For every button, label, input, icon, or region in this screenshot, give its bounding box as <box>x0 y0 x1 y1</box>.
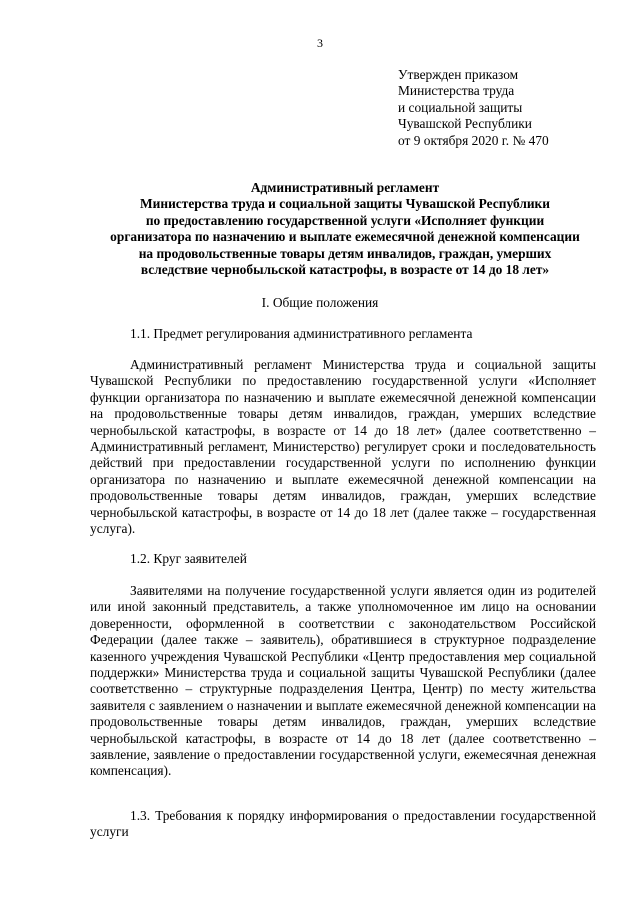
approval-stamp-block <box>398 67 618 149</box>
approval-line: Министерства труда <box>398 83 515 99</box>
document-title <box>80 180 610 278</box>
page-number: 3 <box>317 36 323 50</box>
title-line: организатора по назначению и выплате ежемесячной денежной компенсации <box>110 229 580 245</box>
title-line: по предоставлению государственной услуги «Исполняет функции <box>145 212 545 228</box>
title-line: вследствие чернобыльской катастрофы, в возрасте от 14 до 18 лет» <box>140 262 550 278</box>
paragraph-applicants: Заявителями на получение государственной услуги является один из родителей или иной законный представитель, а также уполномоченное им лицо на основании доверенности, оформленной в соответствии с законодательством Российской Федерации (далее также – заявитель), обратившиеся в структурное подразделение казенного учреждения Чувашской Республики «Центр предоставления мер социальной поддержки» Министерства труда и социальной защиты Чувашской Республики (далее соответственно – структурные подразделения Центра, Центр) по месту жительства заявителя с заявлением о назначении и выплате ежемесячной денежной компенсации на продовольственные товары детям инвалидов, граждан, умерших вследствие чернобыльской катастрофы, в возрасте от 14 до 18 лет (далее соответственно – заявление, заявление о предоставлении государственной услуги, ежемесячная денежная компенсация). <box>90 583 596 779</box>
approval-line: от 9 октября 2020 г. № 470 <box>398 132 549 148</box>
approval-line: и социальной защиты <box>398 99 523 115</box>
section-heading-general-provisions: I. Общие положения <box>261 295 379 310</box>
title-line: Министерства труда и социальной защиты Чувашской Республики <box>140 196 550 212</box>
paragraph-subject-of-regulation: Административный регламент Министерства труда и социальной защиты Чувашской Республики по предоставлению государственной услуги «Исполняет функции организатора по назначению и выплате ежемесячной денежной компенсации на продовольственные товары детям инвалидов, граждан, умерших вследствие чернобыльской катастрофы, в возрасте от 14 до 18 лет» (далее соответственно – Административный регламент, Министерство) регулирует сроки и последовательность действий при предоставлении государственной услуги по исполнению функции организатора по назначению и выплате ежемесячной денежной компенсации на продовольственные товары детям инвалидов, граждан, умерших вследствие чернобыльской катастрофы, в возрасте от 14 до 18 лет (далее также – государственная услуга). <box>90 357 596 537</box>
approval-line: Чувашской Республики <box>398 116 532 132</box>
subsection-heading-1-2: 1.2. Круг заявителей <box>130 551 247 566</box>
title-line: на продовольственные товары детям инвалидов, граждан, умерших <box>138 245 552 261</box>
subsection-heading-1-1: 1.1. Предмет регулирования административного регламента <box>130 326 473 341</box>
subsection-heading-1-3: 1.3. Требования к порядку информирования о предоставлении государственной услуги <box>90 808 596 840</box>
approval-line: Утвержден приказом <box>398 67 519 82</box>
title-line: Административный регламент <box>250 180 440 195</box>
